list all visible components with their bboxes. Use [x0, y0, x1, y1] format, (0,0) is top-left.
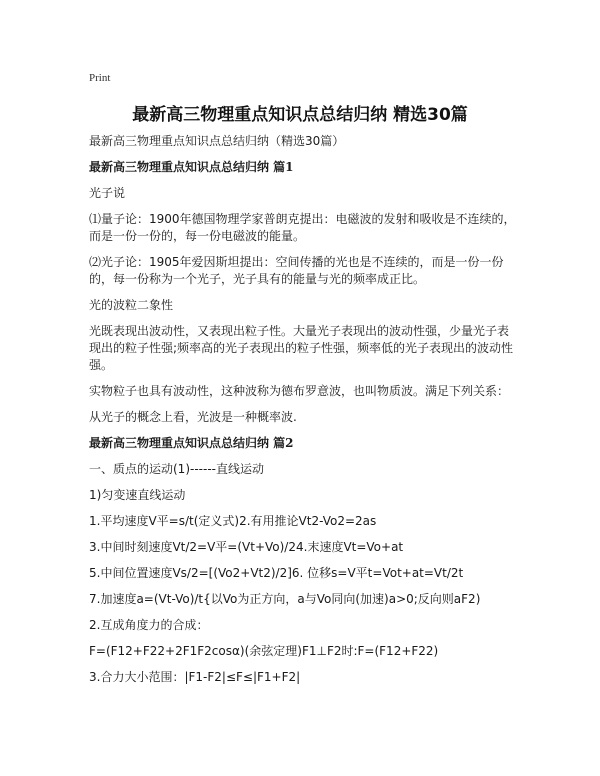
formula-line: 1.平均速度V平=s/t(定义式)2.有用推论Vt2-Vo2=2as [89, 514, 377, 528]
paragraph: ⑴量子论：1900年德国物理学家普朗克提出：电磁波的发射和吸收是不连续的，而是一份一份的，每一份电磁波的能量。 [89, 212, 516, 243]
paragraph: 实物粒子也具有波动性，这种波称为德布罗意波，也叫物质波。满足下列关系： [89, 384, 510, 398]
paragraph: 光的波粒二象性 [89, 298, 174, 312]
paragraph: 2.互成角度力的合成： [89, 618, 209, 632]
document-title: 最新高三物理重点知识点总结归纳 精选30篇 [132, 105, 468, 125]
section-heading: 最新高三物理重点知识点总结归纳 篇1 [89, 160, 294, 174]
formula-line: 3.中间时刻速度Vt/2=V平=(Vt+Vo)/24.末速度Vt=Vo+at [89, 540, 404, 554]
paragraph: ⑵光子论：1905年爱因斯坦提出：空间传播的光也是不连续的，而是一份一份的，每一份称为一个光子，光子具有的能量与光的频率成正比。 [89, 255, 504, 286]
print-label: Print [89, 72, 111, 84]
paragraph: 1)匀变速直线运动 [89, 488, 186, 502]
paragraph: 一、质点的运动(1)------直线运动 [89, 462, 264, 476]
document-body [89, 133, 519, 695]
paragraph: 光子说 [89, 186, 126, 200]
formula-line: 7.加速度a=(Vt-Vo)/t{以Vo为正方向，a与Vo同向(加速)a>0;反向则aF2) [89, 592, 481, 606]
paragraph: 从光子的概念上看，光波是一种概率波. [89, 410, 297, 424]
formula-line: 5.中间位置速度Vs/2=[(Vo2+Vt2)/2]6. 位移s=V平t=Vot+at=Vt/2t [89, 566, 464, 580]
formula-line: F=(F12+F22+2F1F2cosα)(余弦定理)F1⊥F2时:F=(F12+F22) [89, 644, 439, 658]
paragraph: 光既表现出波动性，又表现出粒子性。大量光子表现出的波动性强，少量光子表现出的粒子性强;频率高的光子表现出的粒子性强，频率低的光子表现出的波动性强。 [89, 324, 514, 372]
section-heading: 最新高三物理重点知识点总结归纳 篇2 [89, 436, 294, 450]
formula-line: 3.合力大小范围：|F1-F2|≤F≤|F1+F2| [89, 670, 301, 684]
subtitle-line: 最新高三物理重点知识点总结归纳（精选30篇） [89, 134, 345, 148]
